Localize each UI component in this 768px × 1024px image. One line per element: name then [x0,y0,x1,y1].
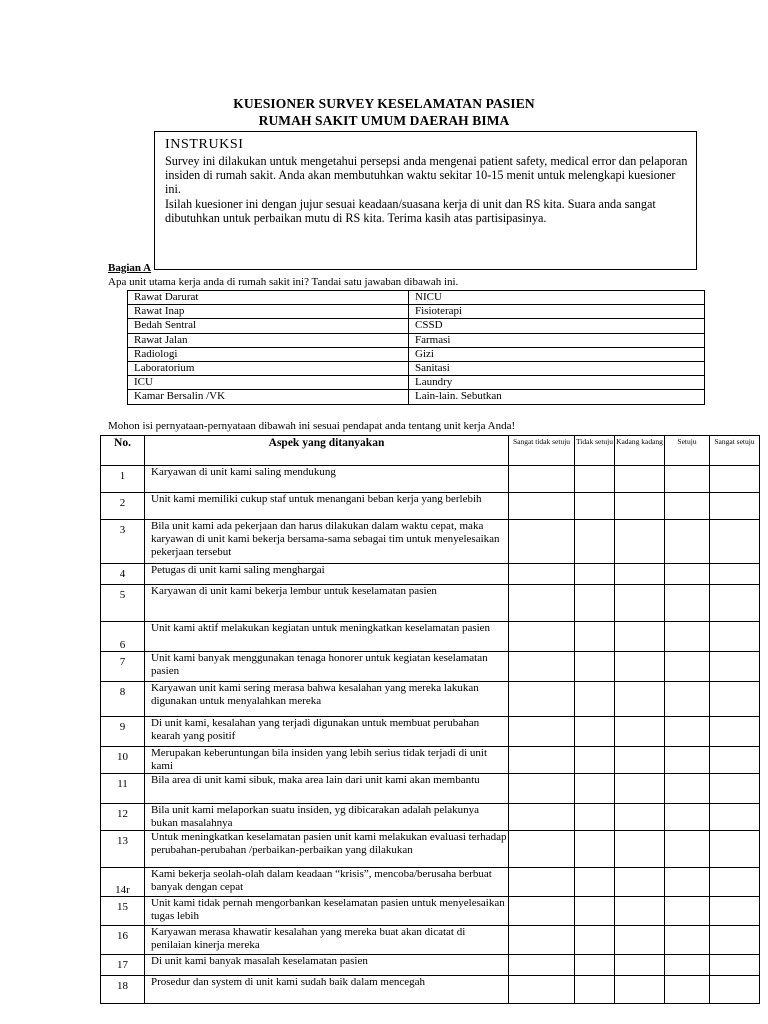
answer-cell[interactable] [665,955,710,976]
answer-cell[interactable] [575,804,615,831]
answer-cell[interactable] [665,774,710,804]
unit-option[interactable]: NICU [409,291,705,305]
question-row [101,493,760,520]
hospital-name: RUMAH SAKIT UMUM DAERAH BIMA [258,113,510,128]
question-number: 17 [101,955,145,976]
answer-cell[interactable] [665,868,710,897]
question-text: Bila unit kami ada pekerjaan dan harus dilakukan dalam waktu cepat, maka karyawan di unit kami bekerja bersama-sama sebagai tim untuk menyelesaikan pekerjaan tersebut [145,520,509,564]
answer-cell[interactable] [710,622,760,652]
unit-option[interactable]: Laundry [409,376,705,390]
unit-table [127,290,705,405]
answer-cell[interactable] [575,897,615,926]
answer-cell[interactable] [710,493,760,520]
instruction-heading: INSTRUKSI [165,137,244,152]
answer-cell[interactable] [710,774,760,804]
header-sangat-tidak-setuju: Sangat tidak setuju [509,436,575,466]
unit-option[interactable]: Fisioterapi [409,305,705,319]
answer-cell[interactable] [615,976,665,1004]
answer-cell[interactable] [509,804,575,831]
question-number: 4 [101,564,145,585]
answer-cell[interactable] [509,652,575,682]
unit-option[interactable]: ICU [128,376,409,390]
statement-instruction: Mohon isi pernyataan-pernyataan dibawah ini sesuai pendapat anda tentang unit kerja Anda! [108,420,516,432]
answer-cell[interactable] [509,831,575,868]
answer-cell[interactable] [665,622,710,652]
answer-cell[interactable] [575,868,615,897]
question-text: Untuk meningkatkan keselamatan pasien unit kami melakukan evaluasi terhadap perubahan-perubahan /perbaikan-perbaikan yang dilakukan [145,831,509,868]
answer-cell[interactable] [710,564,760,585]
unit-option[interactable]: Laboratorium [128,361,409,375]
question-number: 9 [101,717,145,747]
instruction-box [154,131,697,270]
answer-cell[interactable] [615,493,665,520]
answer-cell[interactable] [710,897,760,926]
answer-cell[interactable] [575,652,615,682]
answer-cell[interactable] [575,831,615,868]
answer-cell[interactable] [665,466,710,493]
question-row [101,585,760,622]
answer-cell[interactable] [710,466,760,493]
header-tidak-setuju: Tidak setuju [575,436,615,466]
unit-row [128,361,705,375]
question-row [101,868,760,897]
question-number: 18 [101,976,145,1004]
answer-cell[interactable] [509,955,575,976]
unit-option[interactable]: Lain-lain. Sebutkan [409,390,705,404]
unit-row [128,305,705,319]
question-row [101,804,760,831]
answer-cell[interactable] [575,564,615,585]
answer-cell[interactable] [710,717,760,747]
answer-cell[interactable] [575,747,615,774]
question-number: 5 [101,585,145,622]
answer-cell[interactable] [509,868,575,897]
question-row [101,520,760,564]
question-row [101,682,760,717]
answer-cell[interactable] [509,897,575,926]
question-row [101,747,760,774]
question-row [101,831,760,868]
question-row [101,652,760,682]
unit-row [128,347,705,361]
answer-cell[interactable] [509,585,575,622]
question-row [101,976,760,1004]
question-text: Unit kami tidak pernah mengorbankan keselamatan pasien untuk menyelesaikan tugas lebih [145,897,509,926]
answer-cell[interactable] [509,466,575,493]
question-row [101,926,760,955]
unit-option[interactable]: Farmasi [409,333,705,347]
question-number: 13 [101,831,145,868]
answer-cell[interactable] [710,747,760,774]
answer-cell[interactable] [665,804,710,831]
answer-cell[interactable] [615,868,665,897]
unit-option[interactable]: Rawat Darurat [128,291,409,305]
answer-cell[interactable] [710,804,760,831]
answer-cell[interactable] [615,466,665,493]
question-row [101,622,760,652]
question-row [101,774,760,804]
answer-cell[interactable] [615,774,665,804]
question-text: Prosedur dan system di unit kami sudah baik dalam mencegah [145,976,509,1004]
answer-cell[interactable] [615,747,665,774]
answer-cell[interactable] [615,520,665,564]
question-number: 2 [101,493,145,520]
question-number: 12 [101,804,145,831]
question-number: 8 [101,682,145,717]
answer-cell[interactable] [575,493,615,520]
answer-cell[interactable] [509,976,575,1004]
answer-cell[interactable] [615,652,665,682]
unit-option[interactable]: Sanitasi [409,361,705,375]
question-text: Karyawan merasa khawatir kesalahan yang mereka buat akan dicatat di penilaian kinerja mereka [145,926,509,955]
question-number: 7 [101,652,145,682]
answer-cell[interactable] [509,682,575,717]
unit-question: Apa unit utama kerja anda di rumah sakit ini? Tandai satu jawaban dibawah ini. [108,276,459,288]
answer-cell[interactable] [710,831,760,868]
answer-cell[interactable] [575,622,615,652]
answer-cell[interactable] [665,717,710,747]
question-row [101,564,760,585]
question-text: Di unit kami, kesalahan yang terjadi digunakan untuk membuat perubahan kearah yang positif [145,717,509,747]
question-text: Karyawan unit kami sering merasa bahwa kesalahan yang mereka lakukan digunakan untuk menyalahkan mereka [145,682,509,717]
unit-row [128,390,705,404]
header-kadang-kadang: Kadang kadang [615,436,665,466]
unit-option[interactable]: Bedah Sentral [128,319,409,333]
answer-cell[interactable] [710,868,760,897]
header-aspek: Aspek yang ditanyakan [145,436,509,466]
question-text: Karyawan di unit kami bekerja lembur untuk keselamatan pasien [145,585,509,622]
question-number: 10 [101,747,145,774]
header-setuju: Setuju [665,436,710,466]
question-row [101,466,760,493]
unit-row [128,291,705,305]
answer-cell[interactable] [615,897,665,926]
question-text: Bila area di unit kami sibuk, maka area lain dari unit kami akan membantu [145,774,509,804]
answer-cell[interactable] [575,774,615,804]
instruction-paragraph-2: Isilah kuesioner ini dengan jujur sesuai keadaan/suasana kerja di unit dan RS kita. Suara anda sangat dibutuhkan untuk perbaikan mutu di RS kita. Terima kasih atas partisipasinya. [165,196,656,225]
answer-cell[interactable] [615,717,665,747]
answer-cell[interactable] [665,831,710,868]
unit-option[interactable]: Gizi [409,347,705,361]
answer-cell[interactable] [615,585,665,622]
unit-option[interactable]: Radiologi [128,347,409,361]
answer-cell[interactable] [710,652,760,682]
answer-cell[interactable] [509,926,575,955]
answer-cell[interactable] [509,564,575,585]
question-text: Unit kami memiliki cukup staf untuk menangani beban kerja yang berlebih [145,493,509,520]
unit-row [128,333,705,347]
unit-option[interactable]: Rawat Inap [128,305,409,319]
question-number: 1 [101,466,145,493]
answer-cell[interactable] [575,520,615,564]
question-number: 15 [101,897,145,926]
answer-cell[interactable] [575,955,615,976]
question-text: Merupakan keberuntungan bila insiden yang lebih serius tidak terjadi di unit kami [145,747,509,774]
question-number: 6 [101,622,145,652]
answer-cell[interactable] [615,831,665,868]
answer-cell[interactable] [509,774,575,804]
unit-row [128,376,705,390]
answer-cell[interactable] [665,747,710,774]
question-text: Kami bekerja seolah-olah dalam keadaan “krisis”, mencoba/berusaha berbuat banyak dengan cepat [145,868,509,897]
questionnaire-table [100,435,760,1004]
answer-cell[interactable] [615,622,665,652]
answer-cell[interactable] [509,747,575,774]
question-text: Karyawan di unit kami saling mendukung [145,466,509,493]
question-text: Di unit kami banyak masalah keselamatan pasien [145,955,509,976]
header-no: No. [101,436,145,466]
answer-cell[interactable] [509,622,575,652]
answer-cell[interactable] [710,520,760,564]
answer-cell[interactable] [665,897,710,926]
answer-cell[interactable] [575,466,615,493]
answer-cell[interactable] [575,682,615,717]
answer-cell[interactable] [615,682,665,717]
answer-cell[interactable] [665,585,710,622]
answer-cell[interactable] [615,804,665,831]
question-number: 11 [101,774,145,804]
answer-cell[interactable] [615,564,665,585]
section-label: Bagian A [108,262,152,274]
answer-cell[interactable] [710,682,760,717]
answer-cell[interactable] [615,955,665,976]
answer-cell[interactable] [509,520,575,564]
answer-cell[interactable] [710,976,760,1004]
answer-cell[interactable] [575,717,615,747]
answer-cell[interactable] [665,493,710,520]
answer-cell[interactable] [575,585,615,622]
answer-cell[interactable] [509,717,575,747]
answer-cell[interactable] [710,926,760,955]
unit-option[interactable]: Kamar Bersalin /VK [128,390,409,404]
answer-cell[interactable] [665,682,710,717]
answer-cell[interactable] [710,585,760,622]
answer-cell[interactable] [575,976,615,1004]
question-row [101,955,760,976]
answer-cell[interactable] [575,926,615,955]
question-number: 14r [101,868,145,897]
question-row [101,897,760,926]
answer-cell[interactable] [615,926,665,955]
header-sangat-setuju: Sangat setuju [710,436,760,466]
answer-cell[interactable] [665,926,710,955]
question-text: Bila unit kami melaporkan suatu insiden, yg dibicarakan adalah pelakunya bukan masalahnya [145,804,509,831]
answer-cell[interactable] [509,493,575,520]
instruction-paragraph-1: Survey ini dilakukan untuk mengetahui persepsi anda mengenai patient safety, medical error dan pelaporan insiden di rumah sakit. Anda akan membutuhkan waktu sekitar 10-15 menit untuk melengkapi kuesioner ini. [165,154,688,197]
answer-cell[interactable] [710,955,760,976]
unit-row [128,319,705,333]
unit-option[interactable]: CSSD [409,319,705,333]
answer-cell[interactable] [665,652,710,682]
question-text: Petugas di unit kami saling menghargai [145,564,509,585]
unit-option[interactable]: Rawat Jalan [128,333,409,347]
question-number: 16 [101,926,145,955]
answer-cell[interactable] [665,976,710,1004]
survey-title: KUESIONER SURVEY KESELAMATAN PASIEN [233,96,535,111]
question-text: Unit kami aktif melakukan kegiatan untuk meningkatkan keselamatan pasien [145,622,509,652]
answer-cell[interactable] [665,520,710,564]
answer-cell[interactable] [665,564,710,585]
question-row [101,717,760,747]
question-number: 3 [101,520,145,564]
question-text: Unit kami banyak menggunakan tenaga honorer untuk kegiatan keselamatan pasien [145,652,509,682]
